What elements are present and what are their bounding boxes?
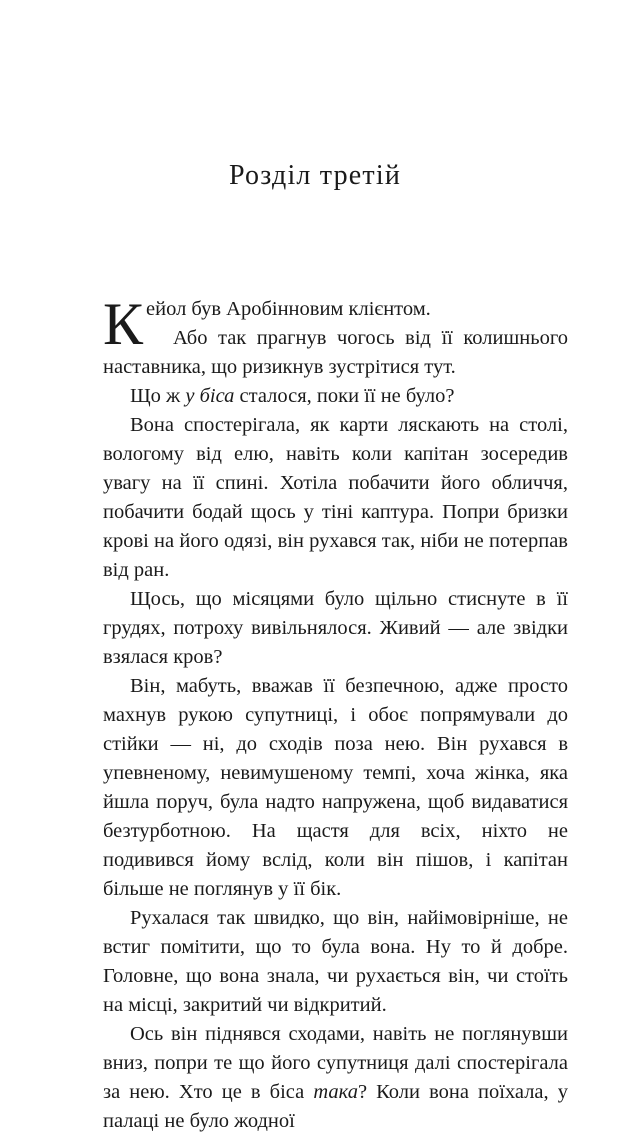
- paragraph-4: Вона спостерігала, як карти ляскають на столі, вологому від елю, навіть коли капітан зосередив увагу на її спині. Хотіла побачити його обличчя, побачити бодай щось у тіні каптура. Попри бризки крові на його одязі, він рухався так, ніби не потерпав від ран.: [103, 414, 568, 581]
- paragraph-1-text: ейол був Аробінновим клієнтом.: [146, 298, 431, 320]
- paragraph-3-after: сталося, поки її не було?: [234, 385, 455, 407]
- paragraph-7: Рухалася так швидко, що він, найімовірніше, не встиг помітити, що то була вона. Ну то й добре. Головне, що вона знала, чи рухається він, чи стоїть на місці, закритий чи відкритий.: [103, 907, 568, 1016]
- chapter-title: Розділ третій: [228, 160, 402, 191]
- body-text: [103, 291, 569, 1136]
- paragraph-2: Або так прагнув чогось від її колишнього наставника, що ризикнув зустрітися тут.: [103, 327, 568, 378]
- paragraph-5: Щось, що місяцями було щільно стиснуте в її грудях, потроху вивільнялося. Живий — але звідки взялася кров?: [103, 588, 568, 668]
- paragraph-3-italic: у біса: [185, 385, 235, 407]
- paragraph-8-before: Ось він піднявся сходами, навіть не поглянувши вниз, попри те що його супутниця далі спостерігала за нею. Хто це в біса: [103, 1023, 568, 1103]
- paragraph-6: Він, мабуть, вважав її безпечною, адже просто махнув рукою супутниці, і обоє попрямували до стійки — ні, до сходів поза нею. Він рухався в упевненому, невимушеному темпі, хоча жінка, яка йшла поруч, була надто напружена, щоб видаватися безтурботною. На щастя для всіх, ніхто не подивився йому вслід, коли він пішов, і капітан більше не поглянув у її бік.: [103, 675, 568, 900]
- drop-cap: К: [103, 291, 144, 357]
- paragraph-3: [103, 382, 568, 411]
- paragraph-8-after: ? Коли вона поїхала, у палаці не було жодної: [103, 1081, 569, 1132]
- paragraph-8-italic: така: [313, 1081, 358, 1103]
- paragraph-8: [103, 1020, 568, 1136]
- paragraph-3-before: Що ж: [130, 385, 186, 407]
